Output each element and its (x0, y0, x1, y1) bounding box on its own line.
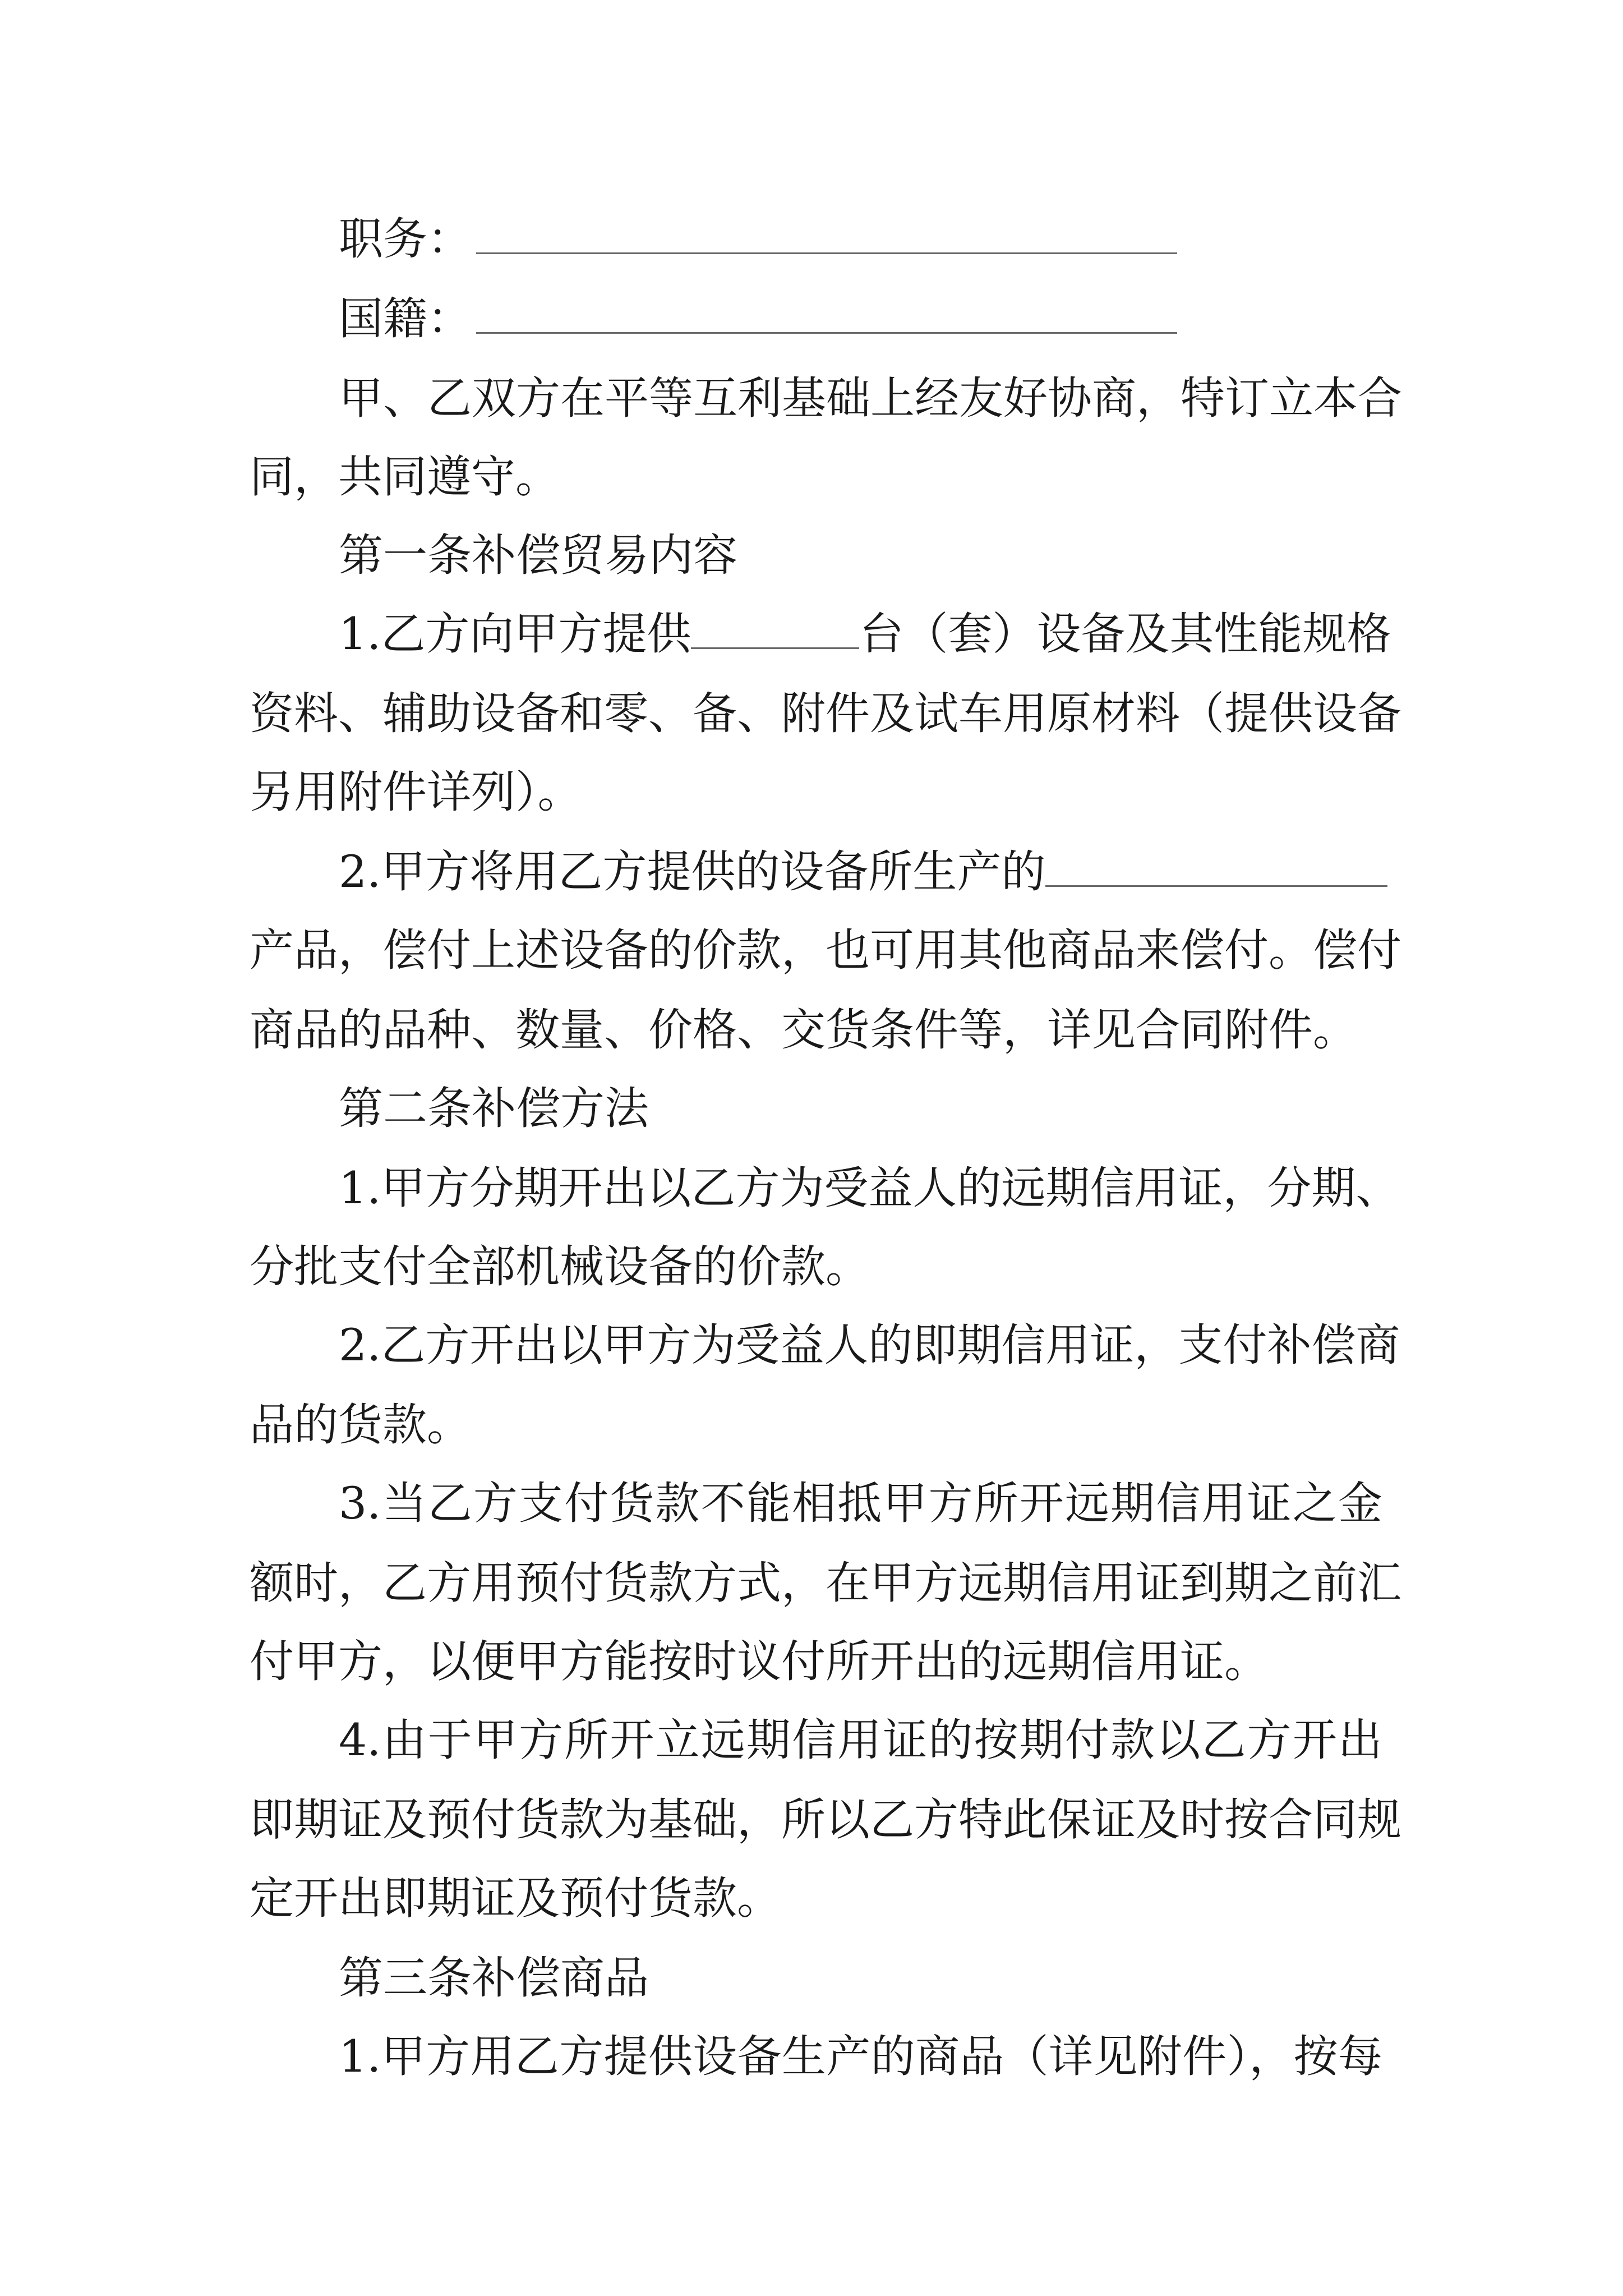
nationality-label: 国籍： (339, 293, 472, 344)
article3-item1-line-1: 1.甲方用乙方提供设备生产的商品（详见附件），按每 (339, 2031, 1382, 2082)
nationality-blank[interactable] (476, 294, 1177, 334)
article3-heading: 第三条补偿商品 (339, 1952, 649, 2004)
article1-item2-line-1 (339, 844, 1382, 900)
position-field (339, 211, 1382, 267)
article1-item1-post: 台（套）设备及其性能规格 (859, 608, 1391, 660)
article1-item1-line-2: 资料、辅助设备和零、备、附件及试车用原材料（提供设备 (250, 688, 1401, 739)
article1-item1-line-3: 另用附件详列）。 (250, 766, 582, 818)
article1-item2-pre: 2.甲方将用乙方提供的设备所生产的 (339, 846, 1046, 898)
article2-item2-line-2: 品的货款。 (250, 1399, 471, 1451)
article2-item3-line-2: 额时，乙方用预付货款方式，在甲方远期信用证到期之前汇 (250, 1557, 1401, 1609)
article2-heading: 第二条补偿方法 (339, 1083, 649, 1134)
article2-item4-line-3: 定开出即期证及预付货款。 (250, 1872, 781, 1924)
article1-item2-line-3: 商品的品种、数量、价格、交货条件等，详见合同附件。 (250, 1004, 1357, 1056)
nationality-field (339, 291, 1382, 347)
article2-item2-line-1: 2.乙方开出以甲方为受益人的即期信用证，支付补偿商 (339, 1319, 1400, 1371)
position-label: 职务： (339, 213, 472, 265)
article2-item3-line-3: 付甲方，以便甲方能按时议付所开出的远期信用证。 (250, 1636, 1269, 1687)
intro-line-2: 同，共同遵守。 (250, 451, 560, 503)
equipment-quantity-blank[interactable] (691, 609, 859, 649)
article1-item1-pre: 1.乙方向甲方提供 (339, 608, 691, 660)
article2-item4-line-1: 4.由于甲方所开立远期信用证的按期付款以乙方开出 (339, 1714, 1382, 1766)
intro-line-1: 甲、乙双方在平等互利基础上经友好协商，特订立本合 (339, 372, 1402, 424)
article1-item2-line-2: 产品，偿付上述设备的价款，也可用其他商品来偿付。偿付 (250, 924, 1401, 976)
product-name-blank[interactable] (1045, 847, 1387, 887)
article1-item1-line-1 (339, 606, 1391, 662)
article2-item3-line-1: 3.当乙方支付货款不能相抵甲方所开远期信用证之金 (339, 1478, 1382, 1529)
article2-item1-line-2: 分批支付全部机械设备的价款。 (250, 1241, 870, 1292)
article1-heading: 第一条补偿贸易内容 (339, 530, 737, 581)
position-blank[interactable] (476, 214, 1177, 254)
article2-item4-line-2: 即期证及预付货款为基础，所以乙方特此保证及时按合同规 (250, 1794, 1401, 1846)
article2-item1-line-1: 1.甲方分期开出以乙方为受益人的远期信用证，分期、 (339, 1162, 1400, 1214)
